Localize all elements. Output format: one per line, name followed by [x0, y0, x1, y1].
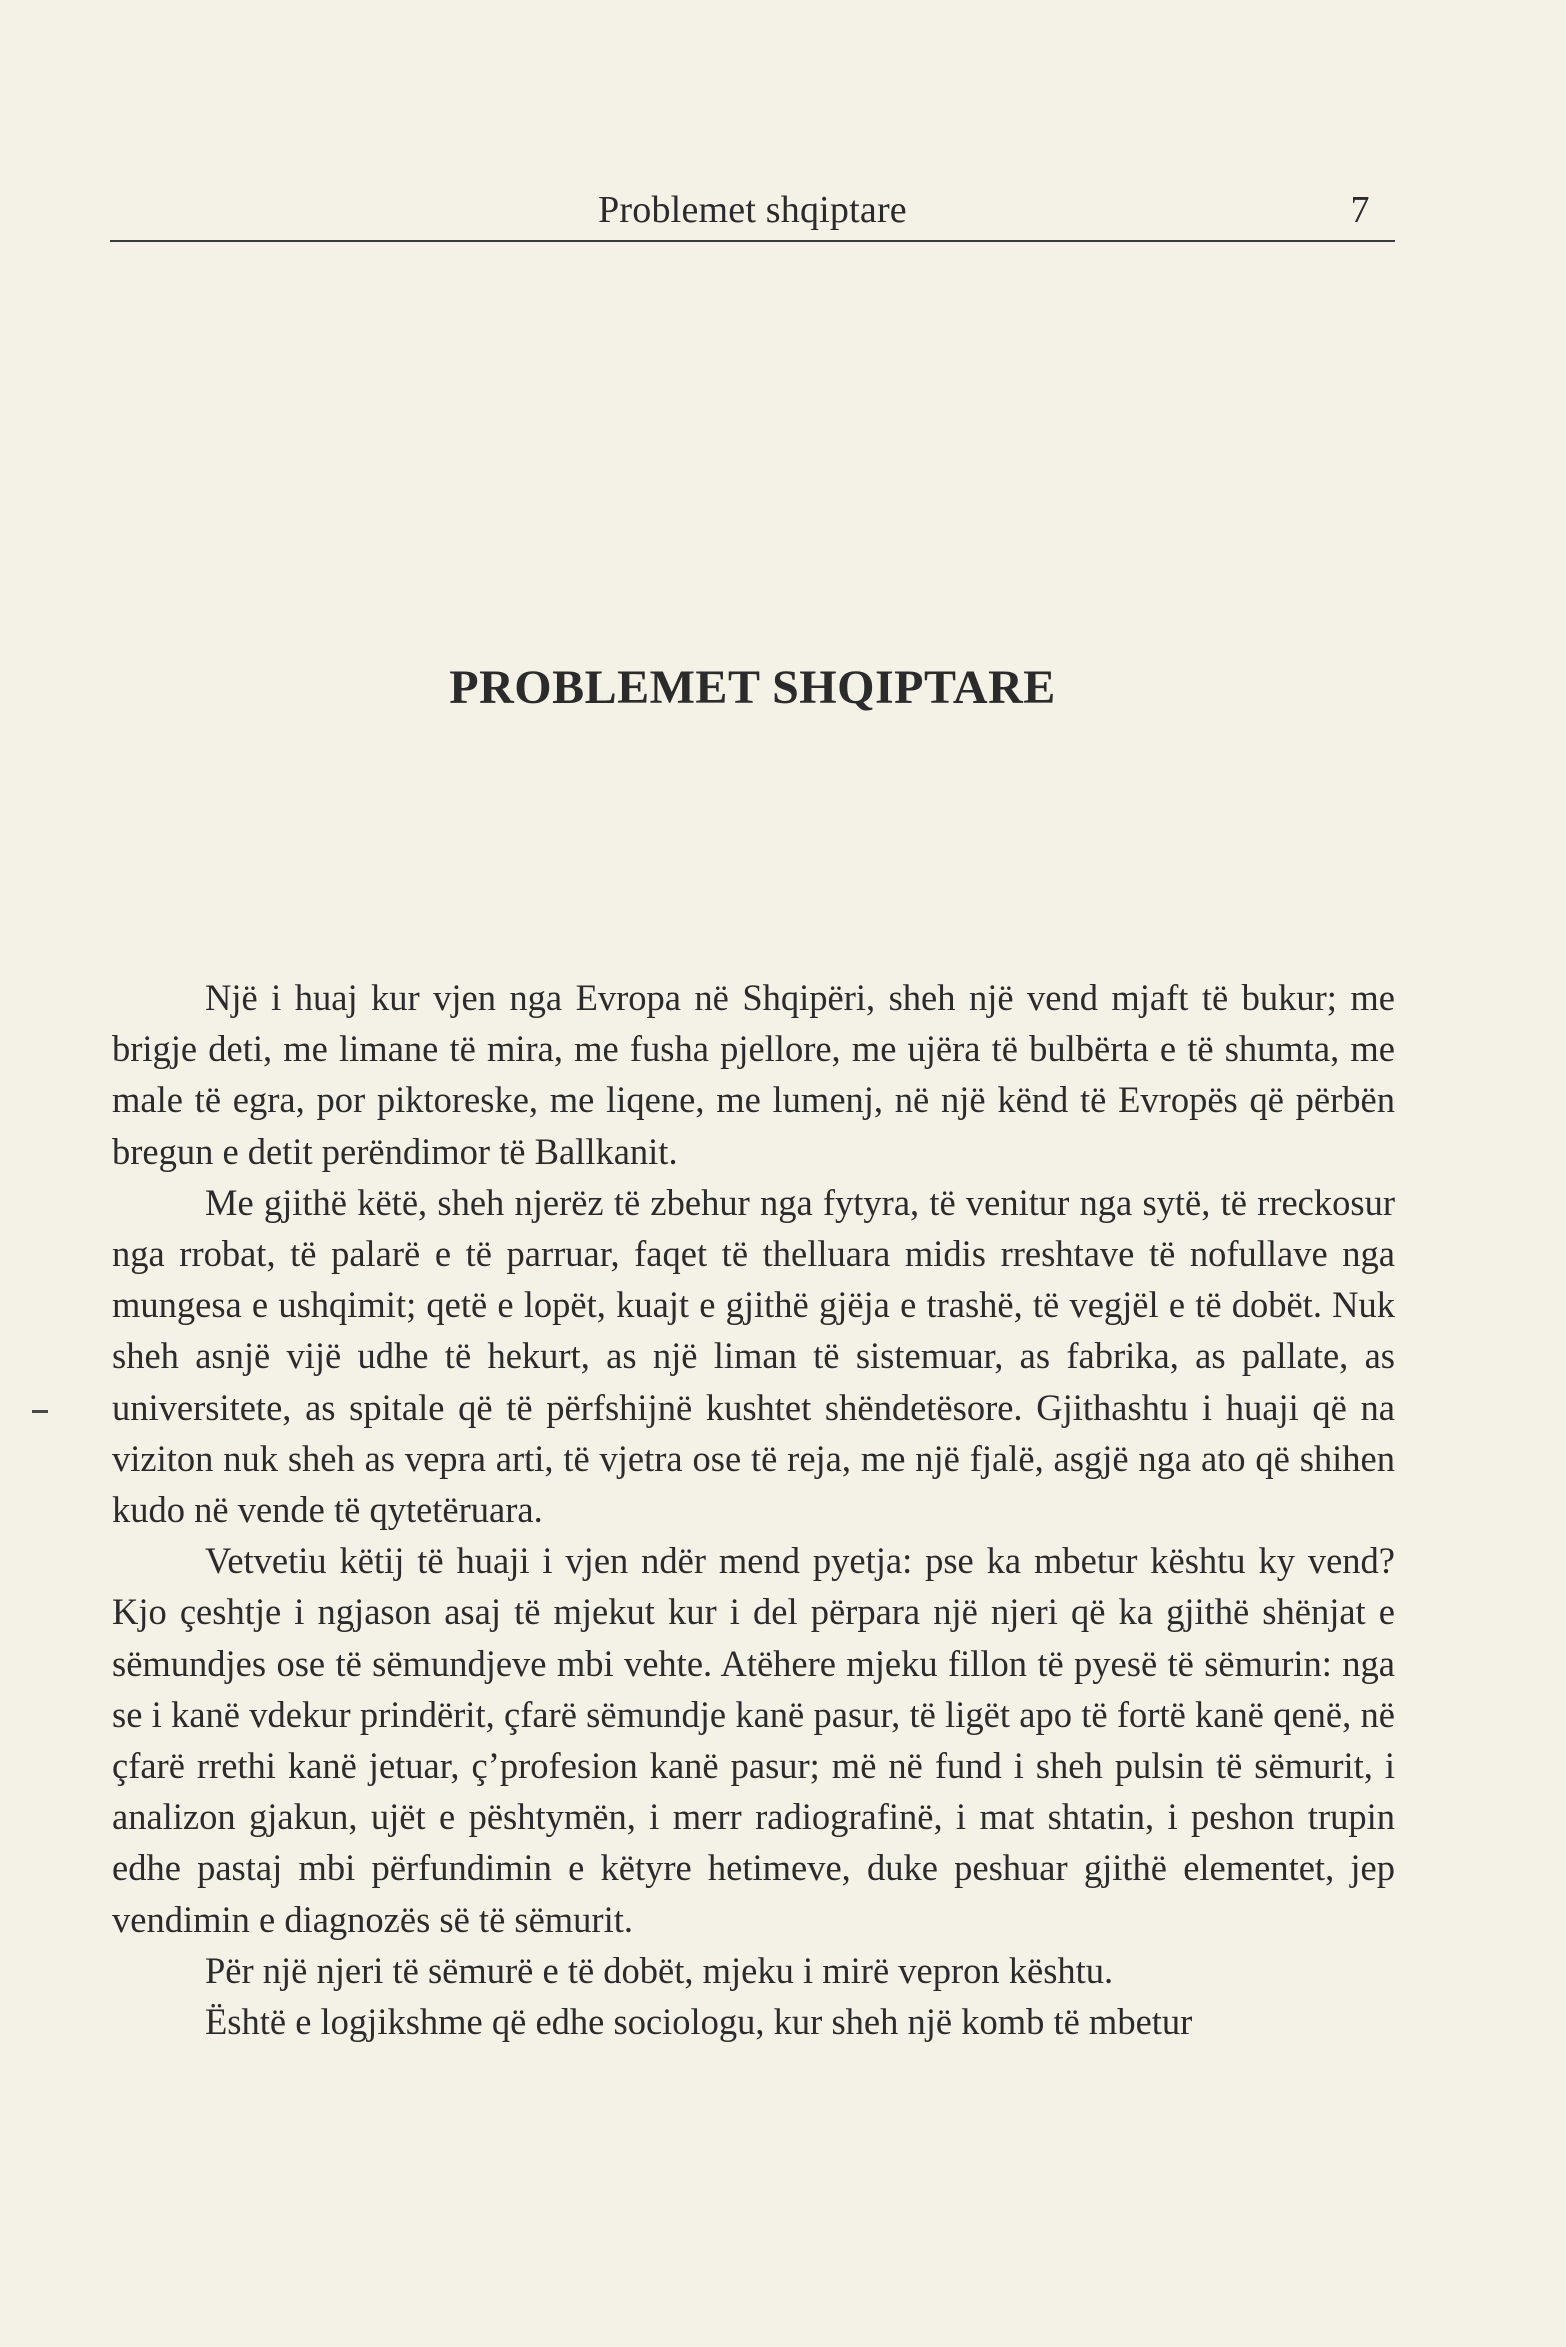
- running-header: [110, 180, 1395, 242]
- paragraph: Për një njeri të sëmurë e të dobët, mjeku i mirë vepron kështu.: [205, 1949, 1114, 1991]
- page-number: 7: [1350, 189, 1370, 231]
- body-text: [112, 972, 1395, 2047]
- chapter-title: PROBLEMET SHQIPTARE: [449, 661, 1056, 714]
- margin-mark: [32, 1410, 48, 1413]
- running-header-title: Problemet shqiptare: [598, 189, 907, 231]
- paragraph: Është e logjikshme që edhe sociologu, kur sheh një komb të mbetur: [205, 2001, 1193, 2043]
- paragraph: Vetvetiu këtij të huaji i vjen ndër mend pyetja: pse ka mbetur kështu ky vend? Kjo çeshtje i ngjason asaj të mjekut kur i del përpara një njeri që ka gjithë shënjat e sëmundjes ose të sëmundjeve mbi vehte. Atëhere mjeku fillon të pyesë të sëmurin: nga se i kanë vdekur prindërit, çfarë sëmundje kanë pasur, të ligët apo të fortë kanë qenë, në çfarë rrethi kanë jetuar, ç’profesion kanë pasur; më në fund i sheh pulsin të sëmurit, i analizon gjakun, ujët e pështymën, i merr radiografinë, i mat shtatin, i peshon trupin edhe pastaj mbi përfundimin e këtyre hetimeve, duke peshuar gjithë elementet, jep vendimin e diagnozës së të sëmurit.: [112, 1540, 1395, 1940]
- paragraph: Një i huaj kur vjen nga Evropa në Shqipëri, sheh një vend mjaft të bukur; me brigje deti, me limane të mira, me fusha pjellore, me ujëra të bulbërta e të shumta, me male të egra, por piktoreske, me liqene, me lumenj, në një kënd të Evropës që përbën bregun e detit perëndimor të Ballkanit.: [112, 977, 1395, 1172]
- paragraph: Me gjithë këtë, sheh njerëz të zbehur nga fytyra, të venitur nga sytë, të rreckosur nga rrobat, të palarë e të parruar, faqet të thelluara midis rreshtave të nofullave nga mungesa e ushqimit; qetë e lopët, kuajt e gjithë gjëja e trashë, të vegjël e të dobët. Nuk sheh asnjë vijë udhe të hekurt, as një liman të sistemuar, as fabrika, as pallate, as universitete, as spitale që të përfshijnë kushtet shëndetësore. Gjithashtu i huaji që na viziton nuk sheh as vepra arti, të vjetra ose të reja, me një fjalë, asgjë nga ato që shihen kudo në vende të qytetëruara.: [112, 1181, 1395, 1531]
